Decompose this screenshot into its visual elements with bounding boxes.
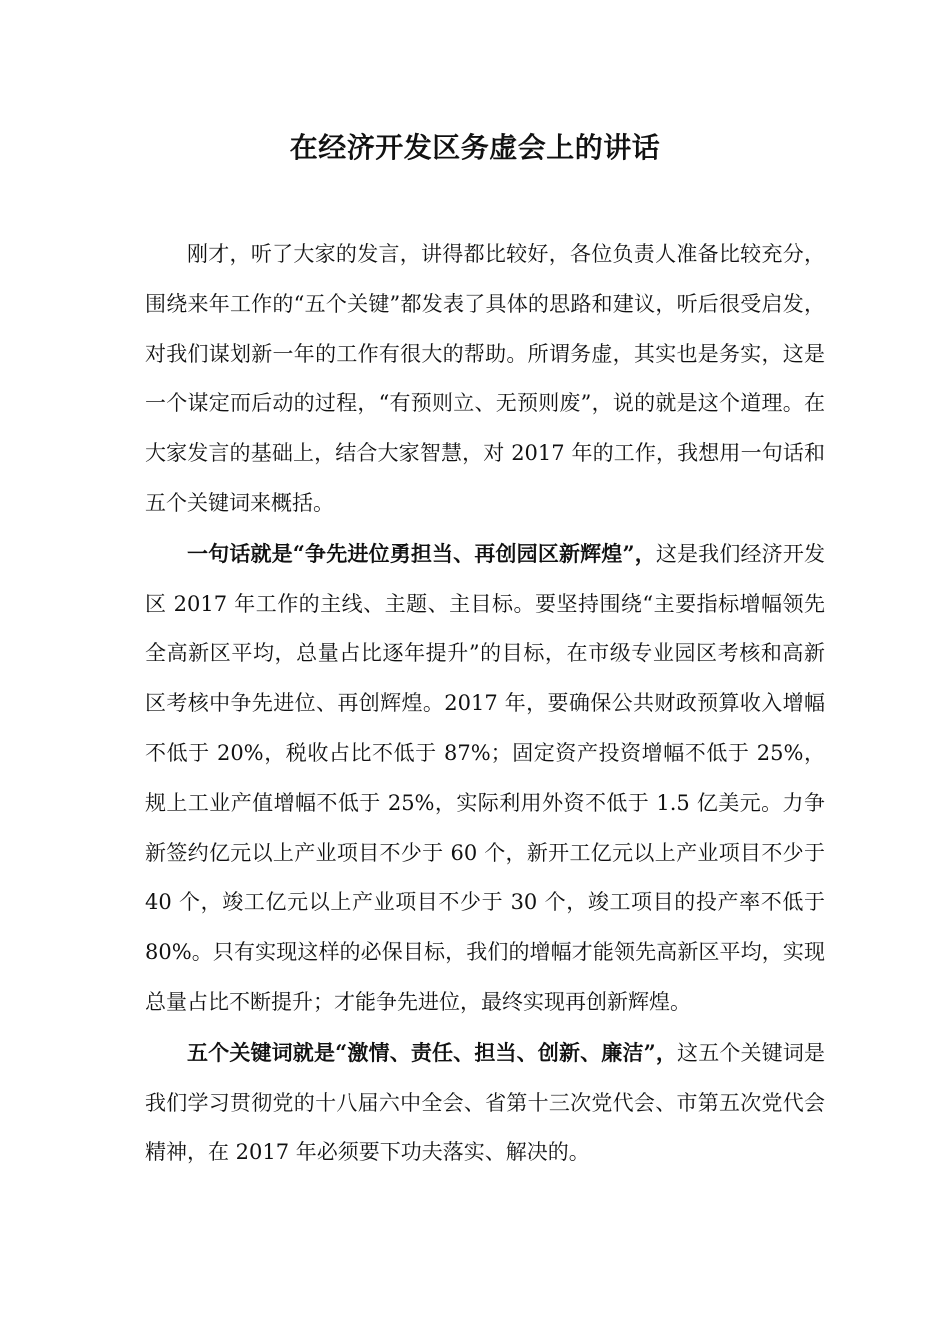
paragraph-opening-text: 刚才，听了大家的发言，讲得都比较好，各位负责人准备比较充分，围绕来年工作的“五个关键”都发表了具体的思路和建议，听后很受启发，对我们谋划新一年的工作有很大的帮助。所谓务虚，其实也是务实，这是一个谋定而后动的过程，“有预则立、无预则废”，说的就是这个道理。在大家发言的基础上，结合大家智慧，对 2017 年的工作，我想用一句话和五个关键词来概括。 [145, 242, 825, 515]
paragraph-main-goal-lead: 一句话就是“争先进位勇担当、再创园区新辉煌”， [187, 540, 656, 566]
paragraph-opening [145, 230, 825, 529]
paragraph-main-goal [145, 529, 825, 1028]
paragraph-main-goal-text: 这是我们经济开发区 2017 年工作的主线、主题、主目标。要坚持围绕“主要指标增幅领先全高新区平均，总量占比逐年提升”的目标，在市级专业园区考核和高新区考核中争先进位、再创辉煌。2017 年，要确保公共财政预算收入增幅不低于 20%，税收占比不低于 87%；固定资产投资增幅不低于 25%，规上工业产值增幅不低于 25%，实际利用外资不低于 1.5 亿美元。力争新签约亿元以上产业项目不少于 60 个，新开工亿元以上产业项目不少于 40 个，竣工亿元以上产业项目不少于 30 个，竣工项目的投产率不低于 80%。只有实现这样的必保目标，我们的增幅才能领先高新区平均，实现总量占比不断提升；才能争先进位，最终实现再创新辉煌。 [145, 541, 825, 1014]
paragraph-keywords-lead: 五个关键词就是“激情、责任、担当、创新、廉洁”， [187, 1039, 678, 1065]
document-title: 在经济开发区务虚会上的讲话 [289, 131, 661, 164]
document-body [145, 230, 825, 1178]
paragraph-keywords-text: 这五个关键词是我们学习贯彻党的十八届六中全会、省第十三次党代会、市第五次党代会精神，在 2017 年必须要下功夫落实、解决的。 [145, 1040, 825, 1165]
paragraph-keywords [145, 1028, 825, 1178]
